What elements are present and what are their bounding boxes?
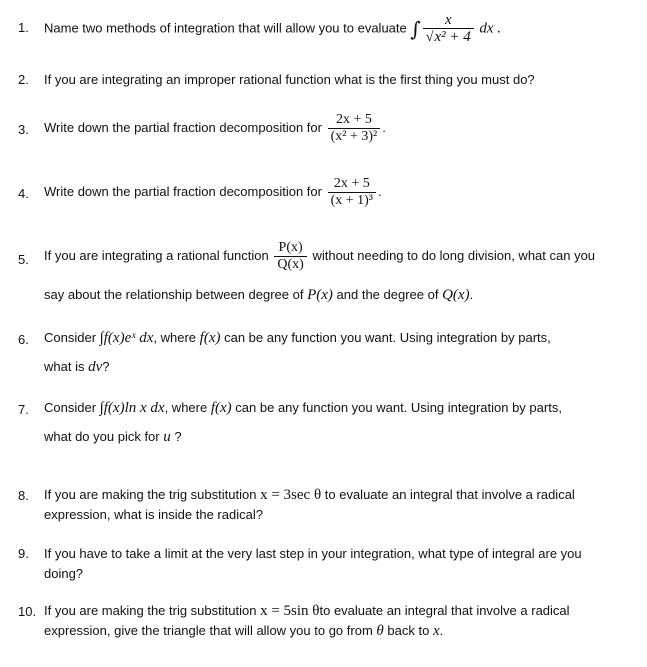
question-number: 4. (18, 186, 29, 201)
integral-sign: ∫ (410, 17, 421, 41)
question-number: 5. (18, 252, 29, 267)
question-number: 7. (18, 402, 29, 417)
question-text-line2: what is dv? (44, 359, 110, 375)
question-text-line2: what do you pick for u ? (44, 429, 182, 445)
question-text-line2: expression, give the triangle that will allow you to go from θ back to x. (44, 623, 444, 639)
question-text: Name two methods of integration that will allow you to evaluate ∫ $\frac{x}{\text{√x² + 4}}$ dx . (44, 12, 502, 45)
question-text: If you have to take a limit at the very last step in your integration, what type of integral are you (44, 546, 582, 561)
question-text: If you are making the trig substitution x = 5sin θto evaluate an integral that involve a radical (44, 603, 570, 619)
question-text: If you are making the trig substitution x = 3sec θ to evaluate an integral that involve a radical (44, 487, 575, 503)
question-text: If you are integrating an improper rational function what is the first thing you must do? (44, 72, 535, 87)
question-number: 6. (18, 332, 29, 347)
question-text: Consider ∫f(x)eˣ dx, where f(x) can be any function you want. Using integration by parts, (44, 330, 551, 346)
question-text: Write down the partial fraction decomposition for $\frac{2x + 5}{\text{(x + 1)³}}$ . (44, 176, 382, 208)
question-number: 10. (18, 604, 37, 619)
question-text: Consider ∫f(x)ln x dx, where f(x) can be any function you want. Using integration by parts, (44, 400, 562, 416)
question-text-line2: expression, what is inside the radical? (44, 507, 263, 522)
question-number: 8. (18, 488, 29, 503)
question-text: Write down the partial fraction decomposition for $\frac{2x + 5}{\text{(x² + 3)²}}$ . (44, 112, 386, 144)
question-number: 2. (18, 72, 29, 87)
fraction: $\frac{2x + 5}{\text{(x² + 3)²}}$ (328, 112, 381, 145)
question-number: 3. (18, 122, 29, 137)
fraction: $\frac{x}{\text{√x² + 4}}$ (423, 12, 474, 46)
question-text-line2: doing? (44, 566, 84, 581)
question-number: 9. (18, 546, 29, 561)
question-number: 1. (18, 20, 29, 35)
fraction: $\frac{2x + 5}{\text{(x + 1)³}}$ (328, 176, 376, 209)
fraction: $\frac{P(x)}{Q(x)}$ (274, 240, 306, 273)
question-text-line2: say about the relationship between degree of P(x) and the degree of Q(x). (44, 287, 474, 303)
question-text: If you are integrating a rational function $\frac{P(x)}{Q(x)}$ without needing to do long division, what can you (44, 240, 596, 272)
